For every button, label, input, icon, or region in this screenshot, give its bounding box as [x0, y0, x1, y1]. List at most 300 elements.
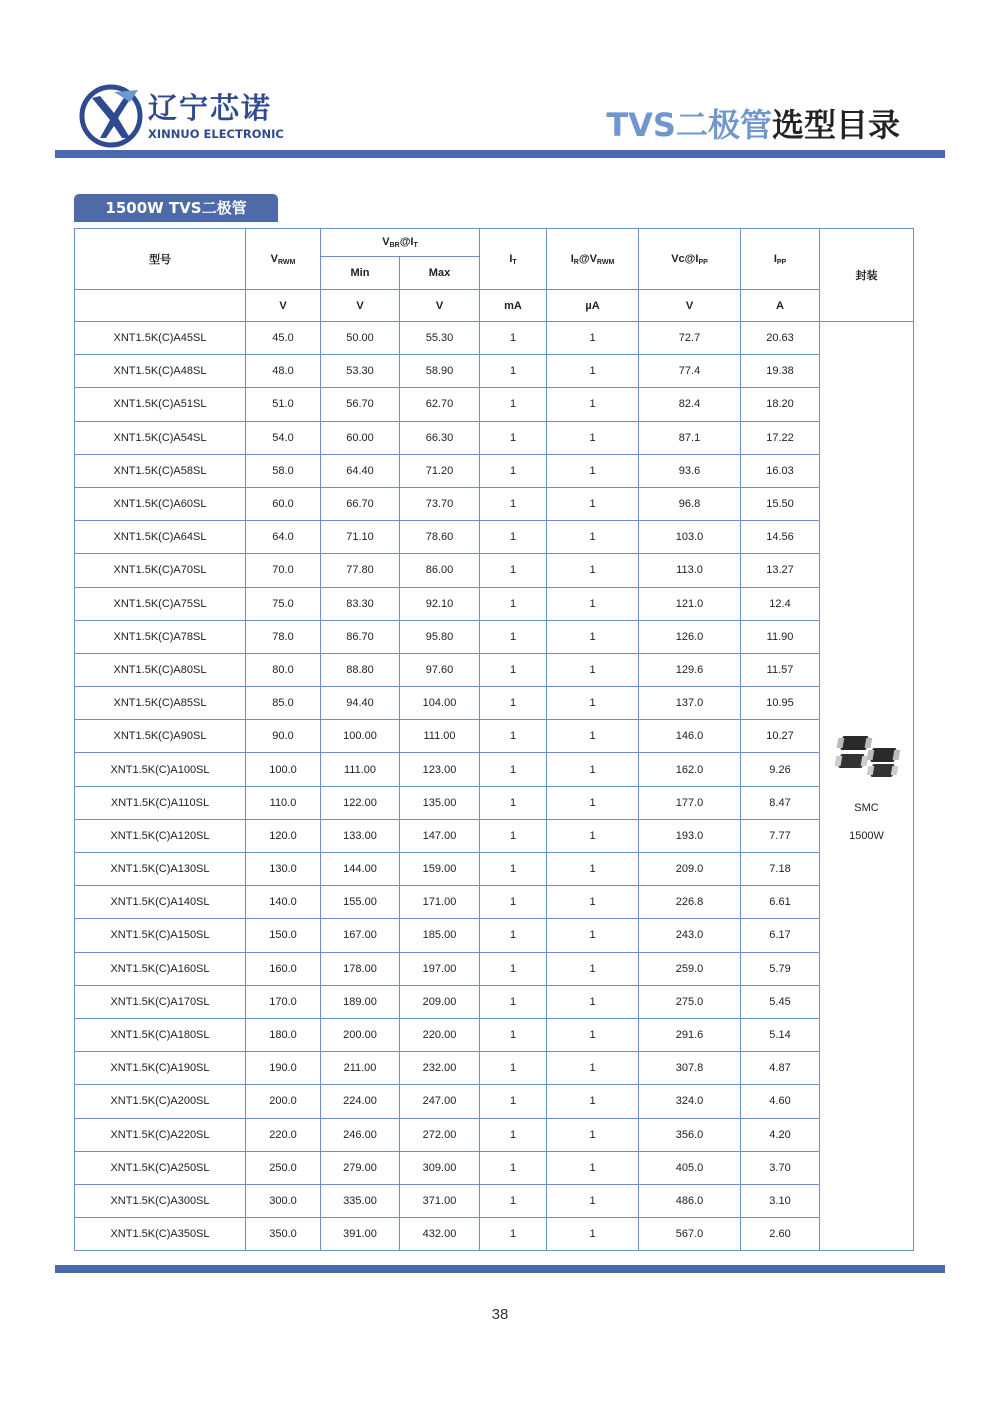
value-cell: 159.00 — [400, 853, 480, 886]
table-row — [75, 1018, 914, 1051]
spec-table — [74, 228, 914, 1251]
value-cell: 6.61 — [741, 886, 820, 919]
model-cell: XNT1.5K(C)A350SL — [75, 1218, 246, 1251]
value-cell: 160.0 — [246, 952, 321, 985]
value-cell: 197.00 — [400, 952, 480, 985]
package-name: SMC — [854, 802, 879, 815]
value-cell: 432.00 — [400, 1218, 480, 1251]
value-cell: 129.6 — [639, 653, 741, 686]
value-cell: 1 — [547, 819, 639, 852]
value-cell: 5.45 — [741, 985, 820, 1018]
header-vc-at-sub: PP — [698, 258, 708, 266]
table-row — [75, 554, 914, 587]
value-cell: 1 — [480, 853, 547, 886]
value-cell: 250.0 — [246, 1151, 321, 1184]
header-divider — [55, 150, 945, 158]
value-cell: 64.40 — [321, 454, 400, 487]
value-cell: 247.00 — [400, 1085, 480, 1118]
value-cell: 1 — [480, 454, 547, 487]
value-cell: 60.0 — [246, 487, 321, 520]
value-cell: 80.0 — [246, 653, 321, 686]
value-cell: 272.00 — [400, 1118, 480, 1151]
value-cell: 90.0 — [246, 720, 321, 753]
value-cell: 54.0 — [246, 421, 321, 454]
table-row — [75, 720, 914, 753]
header-vbr-min: Min — [321, 257, 400, 290]
value-cell: 75.0 — [246, 587, 321, 620]
value-cell: 1 — [480, 1118, 547, 1151]
value-cell: 1 — [480, 653, 547, 686]
value-cell: 1 — [480, 1184, 547, 1217]
value-cell: 66.70 — [321, 487, 400, 520]
value-cell: 1 — [547, 421, 639, 454]
value-cell: 3.70 — [741, 1151, 820, 1184]
value-cell: 1 — [480, 1052, 547, 1085]
value-cell: 180.0 — [246, 1018, 321, 1051]
value-cell: 1 — [480, 1218, 547, 1251]
header-vbr-at: @I — [399, 236, 414, 248]
table-row — [75, 487, 914, 520]
value-cell: 1 — [547, 620, 639, 653]
value-cell: 1 — [547, 521, 639, 554]
value-cell: 1 — [480, 587, 547, 620]
value-cell: 200.00 — [321, 1018, 400, 1051]
value-cell: 82.4 — [639, 388, 741, 421]
value-cell: 209.0 — [639, 853, 741, 886]
model-cell: XNT1.5K(C)A70SL — [75, 554, 246, 587]
brand-name-en: XINNUO ELECTRONIC — [148, 127, 284, 141]
value-cell: 121.0 — [639, 587, 741, 620]
value-cell: 137.0 — [639, 687, 741, 720]
unit-cell: A — [741, 290, 820, 322]
header-vbr-at-sub: T — [413, 242, 418, 249]
unit-model-empty — [75, 290, 246, 322]
value-cell: 1 — [547, 687, 639, 720]
value-cell: 371.00 — [400, 1184, 480, 1217]
value-cell: 88.80 — [321, 653, 400, 686]
value-cell: 1 — [480, 985, 547, 1018]
value-cell: 1 — [480, 554, 547, 587]
footer-divider — [55, 1265, 945, 1273]
value-cell: 1 — [547, 322, 639, 355]
value-cell: 71.10 — [321, 521, 400, 554]
value-cell: 18.20 — [741, 388, 820, 421]
value-cell: 8.47 — [741, 786, 820, 819]
value-cell: 10.27 — [741, 720, 820, 753]
model-cell: XNT1.5K(C)A60SL — [75, 487, 246, 520]
model-cell: XNT1.5K(C)A300SL — [75, 1184, 246, 1217]
value-cell: 100.00 — [321, 720, 400, 753]
value-cell: 2.60 — [741, 1218, 820, 1251]
value-cell: 12.4 — [741, 587, 820, 620]
value-cell: 126.0 — [639, 620, 741, 653]
document-title-part-a: TVS二极管 — [606, 106, 772, 144]
value-cell: 185.00 — [400, 919, 480, 952]
value-cell: 111.00 — [400, 720, 480, 753]
value-cell: 405.0 — [639, 1151, 741, 1184]
table-row — [75, 421, 914, 454]
value-cell: 1 — [547, 952, 639, 985]
value-cell: 167.00 — [321, 919, 400, 952]
value-cell: 1 — [480, 687, 547, 720]
value-cell: 133.00 — [321, 819, 400, 852]
value-cell: 11.90 — [741, 620, 820, 653]
header-vrwm-main: V — [270, 252, 278, 265]
value-cell: 53.30 — [321, 355, 400, 388]
value-cell: 17.22 — [741, 421, 820, 454]
value-cell: 11.57 — [741, 653, 820, 686]
header-vc — [639, 229, 741, 290]
value-cell: 209.00 — [400, 985, 480, 1018]
value-cell: 86.00 — [400, 554, 480, 587]
value-cell: 147.00 — [400, 819, 480, 852]
value-cell: 123.00 — [400, 753, 480, 786]
value-cell: 220.00 — [400, 1018, 480, 1051]
unit-cell: V — [639, 290, 741, 322]
unit-cell: µA — [547, 290, 639, 322]
header-ipp-sub: PP — [776, 258, 787, 266]
unit-cell: V — [321, 290, 400, 322]
value-cell: 232.00 — [400, 1052, 480, 1085]
value-cell: 567.0 — [639, 1218, 741, 1251]
table-row — [75, 355, 914, 388]
model-cell: XNT1.5K(C)A78SL — [75, 620, 246, 653]
value-cell: 324.0 — [639, 1085, 741, 1118]
value-cell: 95.80 — [400, 620, 480, 653]
value-cell: 4.60 — [741, 1085, 820, 1118]
value-cell: 83.30 — [321, 587, 400, 620]
value-cell: 211.00 — [321, 1052, 400, 1085]
value-cell: 5.79 — [741, 952, 820, 985]
unit-cell: V — [246, 290, 321, 322]
header-it — [480, 229, 547, 290]
table-row — [75, 952, 914, 985]
value-cell: 1 — [547, 1018, 639, 1051]
header-vc-at: @I — [684, 252, 699, 265]
value-cell: 77.80 — [321, 554, 400, 587]
value-cell: 1 — [547, 355, 639, 388]
value-cell: 20.63 — [741, 322, 820, 355]
model-cell: XNT1.5K(C)A170SL — [75, 985, 246, 1018]
header-vrwm-sub: RWM — [277, 258, 296, 266]
value-cell: 1 — [547, 1184, 639, 1217]
value-cell: 45.0 — [246, 322, 321, 355]
value-cell: 1 — [480, 521, 547, 554]
model-cell: XNT1.5K(C)A75SL — [75, 587, 246, 620]
value-cell: 1 — [547, 454, 639, 487]
value-cell: 78.0 — [246, 620, 321, 653]
value-cell: 77.4 — [639, 355, 741, 388]
value-cell: 1 — [480, 1085, 547, 1118]
header-it-main: I — [509, 252, 513, 265]
table-row — [75, 322, 914, 355]
table-row — [75, 1085, 914, 1118]
value-cell: 14.56 — [741, 521, 820, 554]
value-cell: 1 — [480, 355, 547, 388]
model-cell: XNT1.5K(C)A85SL — [75, 687, 246, 720]
value-cell: 1 — [480, 753, 547, 786]
header-ir-at-sub: RWM — [596, 258, 615, 266]
value-cell: 1 — [547, 919, 639, 952]
value-cell: 1 — [547, 753, 639, 786]
value-cell: 178.00 — [321, 952, 400, 985]
value-cell: 155.00 — [321, 886, 400, 919]
unit-cell: mA — [480, 290, 547, 322]
header-vc-main: Vc — [671, 252, 685, 265]
value-cell: 140.0 — [246, 886, 321, 919]
table-row — [75, 587, 914, 620]
value-cell: 1 — [480, 952, 547, 985]
value-cell: 193.0 — [639, 819, 741, 852]
value-cell: 110.0 — [246, 786, 321, 819]
value-cell: 1 — [480, 720, 547, 753]
header-vbr-max: Max — [400, 257, 480, 290]
brand-logo — [78, 82, 284, 150]
value-cell: 130.0 — [246, 853, 321, 886]
value-cell: 1 — [480, 388, 547, 421]
value-cell: 3.10 — [741, 1184, 820, 1217]
package-power: 1500W — [849, 830, 884, 843]
header-vbr-sub: BR — [389, 242, 400, 249]
model-cell: XNT1.5K(C)A100SL — [75, 753, 246, 786]
value-cell: 189.00 — [321, 985, 400, 1018]
value-cell: 9.26 — [741, 753, 820, 786]
table-row — [75, 985, 914, 1018]
value-cell: 7.77 — [741, 819, 820, 852]
value-cell: 1 — [480, 487, 547, 520]
table-row — [75, 1151, 914, 1184]
header-ir-at: @V — [578, 252, 597, 265]
value-cell: 1 — [547, 1085, 639, 1118]
header-vbr-main: V — [382, 236, 390, 248]
value-cell: 1 — [547, 587, 639, 620]
table-row — [75, 687, 914, 720]
value-cell: 104.00 — [400, 687, 480, 720]
value-cell: 1 — [480, 886, 547, 919]
value-cell: 48.0 — [246, 355, 321, 388]
value-cell: 1 — [547, 388, 639, 421]
value-cell: 1 — [547, 487, 639, 520]
value-cell: 86.70 — [321, 620, 400, 653]
value-cell: 300.0 — [246, 1184, 321, 1217]
header-ipp-main: I — [773, 252, 777, 265]
value-cell: 335.00 — [321, 1184, 400, 1217]
value-cell: 275.0 — [639, 985, 741, 1018]
value-cell: 1 — [480, 421, 547, 454]
value-cell: 486.0 — [639, 1184, 741, 1217]
value-cell: 1 — [480, 322, 547, 355]
table-row — [75, 919, 914, 952]
model-cell: XNT1.5K(C)A48SL — [75, 355, 246, 388]
value-cell: 309.00 — [400, 1151, 480, 1184]
value-cell: 177.0 — [639, 786, 741, 819]
header-it-sub: T — [512, 258, 517, 266]
value-cell: 291.6 — [639, 1018, 741, 1051]
value-cell: 171.00 — [400, 886, 480, 919]
value-cell: 7.18 — [741, 853, 820, 886]
page-number: 38 — [491, 1306, 509, 1323]
table-row — [75, 1052, 914, 1085]
value-cell: 50.00 — [321, 322, 400, 355]
table-row — [75, 819, 914, 852]
value-cell: 1 — [547, 720, 639, 753]
value-cell: 1 — [547, 886, 639, 919]
table-row — [75, 653, 914, 686]
table-row — [75, 853, 914, 886]
value-cell: 246.00 — [321, 1118, 400, 1151]
model-cell: XNT1.5K(C)A80SL — [75, 653, 246, 686]
model-cell: XNT1.5K(C)A58SL — [75, 454, 246, 487]
value-cell: 93.6 — [639, 454, 741, 487]
value-cell: 307.8 — [639, 1052, 741, 1085]
value-cell: 78.60 — [400, 521, 480, 554]
value-cell: 13.27 — [741, 554, 820, 587]
value-cell: 1 — [480, 620, 547, 653]
value-cell: 1 — [547, 1052, 639, 1085]
value-cell: 220.0 — [246, 1118, 321, 1151]
header-vbr — [321, 229, 480, 257]
value-cell: 135.00 — [400, 786, 480, 819]
value-cell: 72.7 — [639, 322, 741, 355]
value-cell: 100.0 — [246, 753, 321, 786]
model-cell: XNT1.5K(C)A220SL — [75, 1118, 246, 1151]
value-cell: 19.38 — [741, 355, 820, 388]
value-cell: 259.0 — [639, 952, 741, 985]
table-row — [75, 1184, 914, 1217]
header-vrwm — [246, 229, 321, 290]
header-ipp — [741, 229, 820, 290]
model-cell: XNT1.5K(C)A45SL — [75, 322, 246, 355]
model-cell: XNT1.5K(C)A250SL — [75, 1151, 246, 1184]
value-cell: 224.00 — [321, 1085, 400, 1118]
table-row — [75, 886, 914, 919]
value-cell: 391.00 — [321, 1218, 400, 1251]
model-cell: XNT1.5K(C)A140SL — [75, 886, 246, 919]
value-cell: 4.87 — [741, 1052, 820, 1085]
smc-package-icon — [831, 730, 903, 782]
value-cell: 94.40 — [321, 687, 400, 720]
xinnuo-logo-icon — [78, 82, 144, 148]
value-cell: 200.0 — [246, 1085, 321, 1118]
value-cell: 122.00 — [321, 786, 400, 819]
model-cell: XNT1.5K(C)A51SL — [75, 388, 246, 421]
value-cell: 103.0 — [639, 521, 741, 554]
model-cell: XNT1.5K(C)A130SL — [75, 853, 246, 886]
table-row — [75, 521, 914, 554]
value-cell: 1 — [480, 819, 547, 852]
document-title — [606, 100, 900, 146]
model-cell: XNT1.5K(C)A54SL — [75, 421, 246, 454]
value-cell: 226.8 — [639, 886, 741, 919]
table-row — [75, 753, 914, 786]
value-cell: 55.30 — [400, 322, 480, 355]
value-cell: 1 — [480, 786, 547, 819]
unit-cell: V — [400, 290, 480, 322]
value-cell: 1 — [480, 1151, 547, 1184]
value-cell: 1 — [547, 1151, 639, 1184]
value-cell: 73.70 — [400, 487, 480, 520]
value-cell: 60.00 — [321, 421, 400, 454]
table-row — [75, 1118, 914, 1151]
value-cell: 87.1 — [639, 421, 741, 454]
value-cell: 146.0 — [639, 720, 741, 753]
header-ir — [547, 229, 639, 290]
value-cell: 70.0 — [246, 554, 321, 587]
header-ir-sub: R — [573, 258, 579, 266]
value-cell: 16.03 — [741, 454, 820, 487]
model-cell: XNT1.5K(C)A160SL — [75, 952, 246, 985]
value-cell: 64.0 — [246, 521, 321, 554]
value-cell: 1 — [547, 786, 639, 819]
model-cell: XNT1.5K(C)A150SL — [75, 919, 246, 952]
table-row — [75, 454, 914, 487]
value-cell: 150.0 — [246, 919, 321, 952]
model-cell: XNT1.5K(C)A200SL — [75, 1085, 246, 1118]
value-cell: 1 — [547, 1218, 639, 1251]
value-cell: 356.0 — [639, 1118, 741, 1151]
value-cell: 1 — [480, 919, 547, 952]
value-cell: 120.0 — [246, 819, 321, 852]
value-cell: 1 — [547, 554, 639, 587]
value-cell: 190.0 — [246, 1052, 321, 1085]
value-cell: 5.14 — [741, 1018, 820, 1051]
value-cell: 96.8 — [639, 487, 741, 520]
value-cell: 1 — [547, 653, 639, 686]
value-cell: 170.0 — [246, 985, 321, 1018]
model-cell: XNT1.5K(C)A190SL — [75, 1052, 246, 1085]
value-cell: 1 — [547, 1118, 639, 1151]
table-row — [75, 786, 914, 819]
package-cell — [820, 322, 914, 1251]
value-cell: 111.00 — [321, 753, 400, 786]
value-cell: 51.0 — [246, 388, 321, 421]
value-cell: 58.90 — [400, 355, 480, 388]
value-cell: 6.17 — [741, 919, 820, 952]
header-model: 型号 — [75, 229, 246, 290]
value-cell: 350.0 — [246, 1218, 321, 1251]
brand-name-cn: 辽宁芯诺 — [148, 91, 273, 125]
table-row — [75, 388, 914, 421]
value-cell: 144.00 — [321, 853, 400, 886]
model-cell: XNT1.5K(C)A180SL — [75, 1018, 246, 1051]
section-label: 1500W TVS二极管 — [74, 194, 278, 222]
model-cell: XNT1.5K(C)A110SL — [75, 786, 246, 819]
value-cell: 10.95 — [741, 687, 820, 720]
value-cell: 1 — [547, 985, 639, 1018]
package-info — [820, 730, 913, 842]
table-row — [75, 1218, 914, 1251]
value-cell: 162.0 — [639, 753, 741, 786]
value-cell: 1 — [547, 853, 639, 886]
model-cell: XNT1.5K(C)A90SL — [75, 720, 246, 753]
value-cell: 15.50 — [741, 487, 820, 520]
value-cell: 56.70 — [321, 388, 400, 421]
value-cell: 279.00 — [321, 1151, 400, 1184]
table-row — [75, 620, 914, 653]
value-cell: 85.0 — [246, 687, 321, 720]
value-cell: 1 — [480, 1018, 547, 1051]
model-cell: XNT1.5K(C)A64SL — [75, 521, 246, 554]
value-cell: 62.70 — [400, 388, 480, 421]
model-cell: XNT1.5K(C)A120SL — [75, 819, 246, 852]
value-cell: 71.20 — [400, 454, 480, 487]
value-cell: 58.0 — [246, 454, 321, 487]
value-cell: 4.20 — [741, 1118, 820, 1151]
value-cell: 113.0 — [639, 554, 741, 587]
value-cell: 243.0 — [639, 919, 741, 952]
header-package: 封装 — [820, 229, 914, 322]
value-cell: 92.10 — [400, 587, 480, 620]
